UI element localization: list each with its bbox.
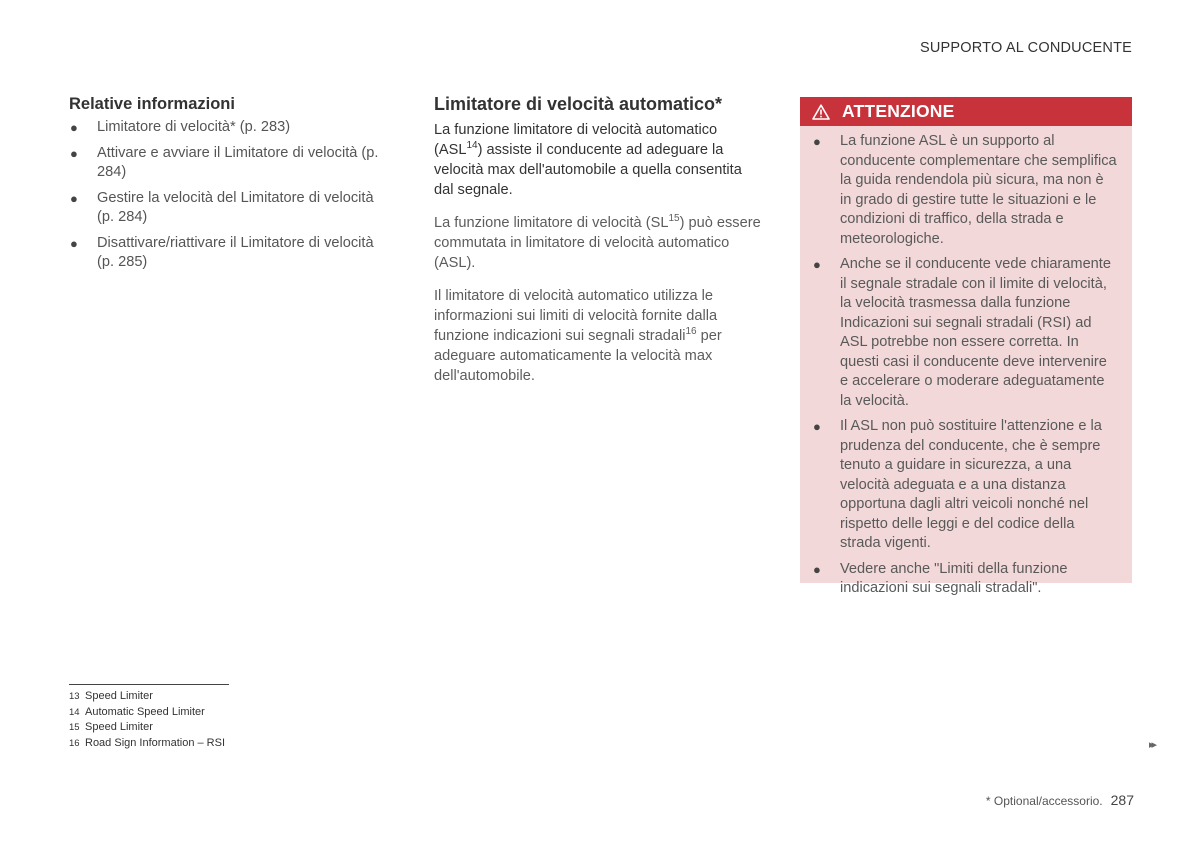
warning-item-text: Vedere anche "Limiti della funzione indicazioni sui segnali stradali". — [840, 560, 1068, 596]
footnotes — [69, 689, 225, 751]
related-link-text: Attivare e avviare il Limitatore di velocità (p. 284) — [97, 144, 379, 180]
lead-text-b: ) assiste il conducente ad adeguare la velocità max dell'automobile a quella consentita dal segnale. — [434, 142, 742, 198]
page-footer — [986, 792, 1134, 808]
footnote-text: Speed Limiter — [85, 721, 153, 733]
footnote-ref-16[interactable]: 16 — [685, 326, 697, 338]
warning-item-text: La funzione ASL è un supporto al conducente complementare che semplifica la guida rendendola più sicura, ma non è in grado di gestire tutte le situazioni e le condizioni di traffico, della strada e meteorologiche. — [840, 133, 1117, 247]
footnote — [69, 689, 225, 705]
footnote-divider — [69, 684, 229, 685]
bullet-icon: ● — [70, 120, 78, 135]
related-link-item[interactable] — [69, 189, 394, 228]
p2-text-a: La funzione limitatore di velocità (SL — [434, 215, 669, 231]
article-title: Limitatore di velocità automatico* — [434, 94, 723, 114]
bullet-icon: ● — [70, 145, 78, 161]
bullet-icon: ● — [813, 561, 821, 577]
related-link-item[interactable] — [69, 144, 394, 183]
warning-box — [800, 97, 1132, 596]
related-info-section — [69, 95, 394, 279]
related-link-text: Gestire la velocità del Limitatore di velocità (p. 284) — [97, 189, 374, 225]
p3-text-a: Il limitatore di velocità automatico utilizza le informazioni sui limiti di velocità fornite dalla funzione indicazioni sui segnali stradali — [434, 288, 718, 344]
warning-triangle-icon — [812, 104, 830, 120]
footnote-number: 14 — [69, 706, 80, 718]
page-header: SUPPORTO AL CONDUCENTE — [919, 40, 1132, 56]
warning-item — [812, 417, 1118, 554]
article-section — [434, 94, 762, 399]
footnote-text: Speed Limiter — [85, 690, 153, 702]
bullet-icon: ● — [70, 190, 78, 206]
lead-text-a: La funzione limitatore di velocità automatico (ASL — [434, 122, 718, 158]
p2-text-b: ) può essere commutata in limitatore di velocità automatico (ASL). — [434, 215, 761, 271]
footnote — [69, 720, 225, 736]
warning-item — [812, 255, 1118, 411]
bullet-icon: ● — [813, 134, 821, 149]
optional-note: * Optional/accessorio. — [985, 794, 1103, 808]
warning-item — [812, 132, 1118, 249]
footnote-ref-14[interactable]: 14 — [466, 140, 478, 152]
footnote-ref-15[interactable]: 15 — [668, 213, 680, 225]
footnote — [69, 705, 225, 721]
footnote — [69, 736, 225, 752]
related-link-item[interactable] — [69, 118, 394, 138]
footnote-text: Road Sign Information – RSI — [85, 736, 226, 749]
related-link-text: Limitatore di velocità* (p. 283) — [97, 119, 291, 135]
bullet-icon: ● — [813, 419, 821, 434]
warning-header — [800, 97, 1132, 126]
article-paragraph-3 — [434, 286, 762, 386]
footnote-number: 16 — [69, 737, 80, 749]
related-link-text: Disattivare/riattivare il Limitatore di velocità (p. 285) — [97, 234, 374, 270]
bullet-icon: ● — [70, 235, 78, 251]
warning-item — [812, 560, 1118, 599]
article-lead — [434, 120, 762, 200]
warning-title: ATTENZIONE — [842, 101, 955, 121]
footnote-text: Automatic Speed Limiter — [85, 705, 205, 718]
next-page-arrow-icon[interactable]: ▸▸ — [1149, 739, 1155, 751]
footnote-number: 13 — [69, 691, 80, 702]
related-info-list — [69, 118, 394, 273]
related-info-title: Relative informazioni — [69, 95, 235, 113]
p3-text-b: per adeguare automaticamente la velocità max dell'automobile. — [434, 328, 722, 384]
footnote-number: 15 — [69, 722, 80, 733]
article-paragraph-2 — [434, 213, 762, 273]
related-link-item[interactable] — [69, 234, 394, 273]
page-number: 287 — [1110, 792, 1134, 808]
warning-item-text: Anche se il conducente vede chiaramente il segnale stradale con il limite di velocità, la velocità trasmessa dalla funzione Indicazioni sui segnali stradali (RSI) ad ASL potrebbe non essere corretta. In questi casi il conducente deve intervenire e accelerare o moderare adeguatamente la velocità. — [840, 256, 1111, 409]
bullet-icon: ● — [813, 257, 821, 272]
warning-item-text: Il ASL non può sostituire l'attenzione e la prudenza del conducente, che è sempre tenuto a guidare in sicurezza, a una velocità adeguata e a una distanza opportuna dagli altri veicoli nonché nel rispetto delle leggi e del codice della strada vigenti. — [840, 418, 1102, 551]
warning-list — [800, 126, 1132, 599]
